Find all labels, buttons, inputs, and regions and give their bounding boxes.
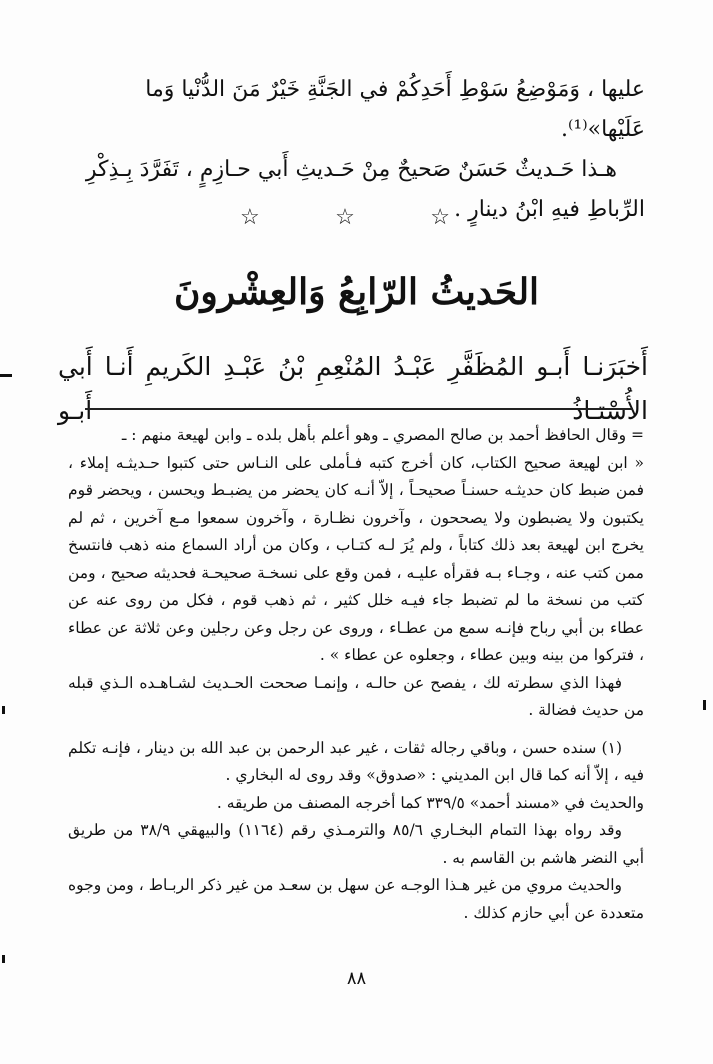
scan-edge-mark (703, 700, 706, 710)
footnote-divider (85, 408, 633, 410)
star-icon: ☆ (335, 205, 355, 230)
scan-edge-mark (2, 955, 5, 963)
footnote-paragraph: والحديث في «مسند أحمد» ٣٣٩/٥ كما أخرجه المصنف من طريقه . (216, 793, 644, 812)
footnote-paragraph: « ابن لهيعة صحيح الكتاب، كان أخرج كتبه فـأملى على النـاس حتى كتبوا حـديثـه إملاء ، فمن ضبط كان حديثـه حسنـاً صحيحـاً ، إلاّ أنـه كان يحضر من يضبـط ويحسن ، ويحضر قوم يكتبون ولا يضبطون ولا يصححون ، وآخرون نظـارة ، وآخرون سمعوا مـع آخرين ، ثم لم يخرج ابن لهيعة بعد ذلك كتاباً ، ولم يُرَ لـه كتـاب ، وكان من أراد السماع منه ذهب فانتسخ ممن كتب عنه ، وجـاء بـه فقرأه عليـه ، فمن وقع على نسخـة صحيحـة فحديثه صحيح ، ومن كتب من نسخة ما لم تضبط جاء فيـه خلل كثير ، ثم ذهب قوم ، فكل من روى عنه عن عطاء بن أبي رباح فإنـه سمع من عطـاء ، وروى عن رجل وعن رجلين وعن ثلاثة عن عطاء ، فتركوا من بينه وبين عطاء ، وجعلوه عن عطاء » . (68, 453, 644, 664)
star-icon: ☆ (430, 205, 450, 230)
footnotes (68, 422, 644, 927)
footnote-paragraph: والحديث مروي من غير هـذا الوجـه عن سهل بن سعـد من غير ذكر الربـاط ، ومن وجوه متعددة عن أبي حازم كذلك . (68, 876, 644, 922)
footnote-paragraph: = وقال الحافظ أحمد بن صالح المصري ـ وهو أعلم بأهل بلده ـ وابن لهيعة منهم : ـ (121, 426, 644, 444)
footnote-paragraph: فهذا الذي سطرته لك ، يفصح عن حالـه ، وإنمـا صححت الحـديث لشـاهـده الـذي قبله من حديث فضالة . (68, 673, 644, 719)
star-icon: ☆ (240, 205, 260, 230)
footnote-paragraph: وقد رواه بهذا التمام البخـاري ٨٥/٦ والترمـذي رقم (١١٦٤) والبيهقي ٣٨/٩ من طريق أبي النضر هاشم بن القاسم به . (68, 821, 644, 867)
footnote-paragraph: (١) سنده حسن ، وباقي رجاله ثقات ، غير عبد الرحمن بن عبد الله بن دينار ، فإنـه تكلم فيه ، إلاّ أنه كما قال ابن المديني : «صدوق» وقد روى له البخاري . (68, 738, 644, 784)
page-number: ٨٨ (346, 968, 367, 989)
scan-edge-mark (0, 374, 12, 377)
hadith-commentary: هـذا حَـديثٌ حَسَنٌ صَحيحٌ مِنْ حَـديثِ أَبي حـازِمٍ ، تَفَرَّدَ بِـذِكْرِ الرِّباطِ فيهِ ابْنُ دينارٍ . (85, 157, 645, 222)
isnad-opening-line: أَخبَرَنـا أَبـو المُظَفَّرِ عَبْـدُ المُنْعِمِ بْنُ عَبْـدِ الكَريمِ أَنـا أَبي الأُسْتـاذُ أَبـو (58, 352, 648, 425)
hadith-text-line: عليها ، وَمَوْضِعُ سَوْطِ أَحَدِكُمْ في الجَنَّةِ خَيْرٌ مَنَ الدُّنْيا وَما عَلَيْها»⁽¹⁾. (145, 77, 645, 142)
section-separator (240, 205, 450, 230)
scan-edge-mark (2, 706, 5, 714)
chapter-heading: الحَديثُ الرّابِعُ وَالعِشْرونَ (173, 271, 540, 313)
